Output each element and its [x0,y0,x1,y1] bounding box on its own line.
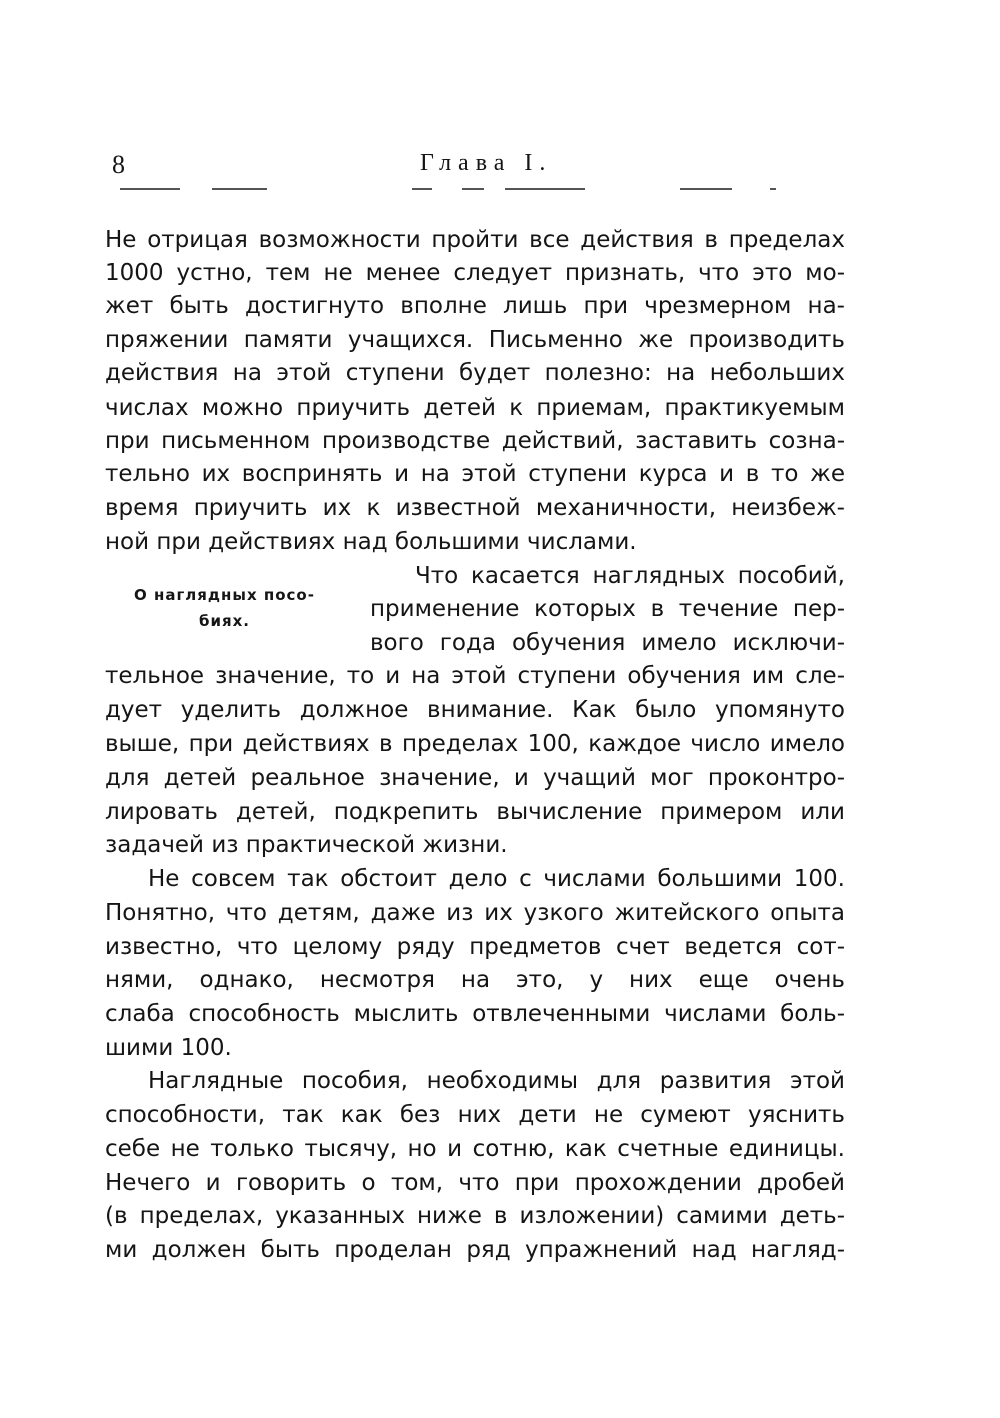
margin-note-line: О наглядных посо- [134,586,315,604]
text-line: числах можно приучить детей к приемам, практикуемым [105,395,845,421]
text-line: жет быть достигнуто вполне лишь при чрезмерном на- [105,293,845,319]
text-line: ми должен быть проделан ряд упражнений над нагляд- [105,1237,845,1263]
text-line: Не совсем так обстоит дело с числами большими 100. [148,866,845,892]
page-number: 8 [112,150,125,179]
text-line: нями, однако, несмотря на это, у них еще очень [105,967,845,993]
text-line: шими 100. [105,1035,232,1061]
text-line: применение которых в течение пер- [370,596,845,622]
text-line: слаба способность мыслить отвлеченными числами боль- [105,1001,845,1027]
text-line: тельно их воспринять и на этой ступени курса и в то же [105,461,845,487]
header-rule [0,188,1000,190]
text-line: ной при действиях над большими числами. [105,529,637,555]
text-line: (в пределах, указанных ниже в изложении) самими деть- [105,1203,845,1229]
text-line: тельное значение, то и на этой ступени обучения им сле- [105,663,845,689]
text-line: способности, так как без них дети не сумеют уяснить [105,1102,845,1128]
text-line: Нечего и говорить о том, что при прохождении дробей [105,1170,845,1196]
text-line: при письменном производстве действий, заставить созна- [105,428,845,454]
text-line: пряжении памяти учащихся. Письменно же производить [105,327,845,353]
text-line: вого года обучения имело исключи- [370,630,845,656]
running-head: Глава I. [420,150,553,176]
text-line: лировать детей, подкрепить вычисление примером или [105,799,845,825]
text-line: для детей реальное значение, и учащий мог проконтро- [105,765,845,791]
text-line: задачей из практической жизни. [105,832,508,858]
text-line: действия на этой ступени будет полезно: на небольших [105,360,845,386]
text-line: Понятно, что детям, даже из их узкого житейского опыта [105,900,845,926]
text-line: известно, что целому ряду предметов счет ведется сот- [105,934,845,960]
text-line: себе не только тысячу, но и сотню, как счетные единицы. [105,1136,845,1162]
text-line: Наглядные пособия, необходимы для развития этой [148,1068,845,1094]
text-line: Не отрицая возможности пройти все действия в пределах [105,227,845,253]
text-line: 1000 устно, тем не менее следует признать, что это мо- [105,260,845,286]
text-line: выше, при действиях в пределах 100, каждое число имело [105,731,845,757]
text-line: Что касается наглядных пособий, [415,563,845,589]
text-line: дует уделить должное внимание. Как было упомянуто [105,697,845,723]
margin-note-line: биях. [199,612,250,630]
text-line: время приучить их к известной механичности, неизбеж- [105,495,845,521]
margin-note [112,582,337,634]
